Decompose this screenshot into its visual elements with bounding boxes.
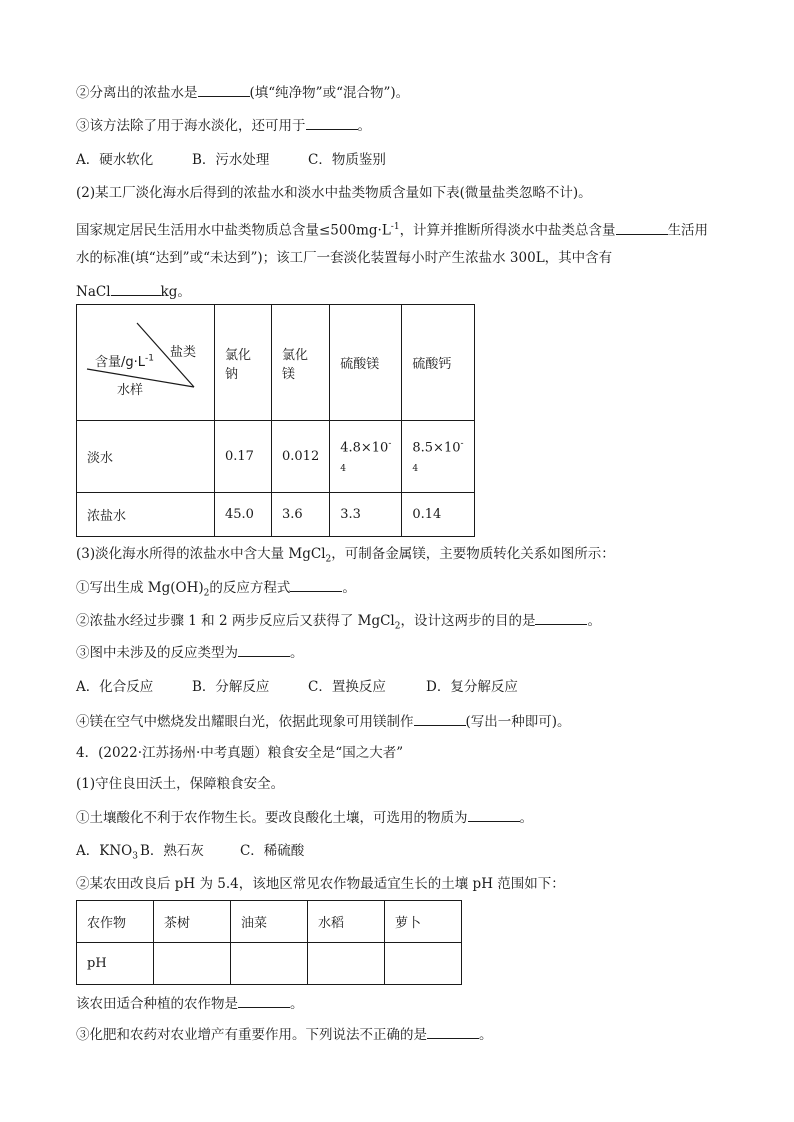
answer-blank[interactable] bbox=[535, 610, 587, 625]
cell: 3.6 bbox=[272, 493, 330, 537]
q4-part1-q2-answer: 该农田适合种植的农作物是 。 bbox=[76, 993, 304, 1014]
q3-part2-line2: 国家规定居民生活用水中盐类物质总含量$\le 500mg\cdot L^{-1}$，计算并推断所得淡水中盐类总含量 生活用 bbox=[76, 217, 708, 241]
corner-sample-label: 水样 bbox=[117, 383, 144, 398]
q4-part1: (1)守住良田沃土，保障粮食安全。 bbox=[76, 776, 285, 792]
table-row bbox=[77, 493, 475, 537]
header-tea: 茶树 bbox=[154, 901, 231, 943]
q3-part3-q4: ④镁在空气中燃烧发出耀眼白光，依据此现象可用镁制作 (写出一种即可)。 bbox=[76, 711, 571, 732]
answer-blank[interactable] bbox=[238, 642, 290, 657]
cell bbox=[154, 943, 231, 985]
header-nacl: 氯化钠 bbox=[215, 305, 272, 421]
q3-options-2 bbox=[76, 677, 518, 697]
option-b[interactable]: B．污水处理 bbox=[192, 152, 270, 168]
header-rice: 水稻 bbox=[308, 901, 385, 943]
cell: 0.14 bbox=[402, 493, 474, 537]
answer-blank[interactable] bbox=[198, 82, 250, 97]
option-a[interactable]: A．硬水软化 bbox=[76, 152, 154, 168]
q3-part3-intro: (3)淡化海水所得的浓盐水中含大量 MgCl$_2$，可制备金属镁，主要物质转化关系如图所示： bbox=[76, 546, 615, 565]
cell: 0.012 bbox=[272, 421, 330, 493]
ph-range-table bbox=[76, 900, 462, 985]
header-radish: 萝卜 bbox=[385, 901, 462, 943]
answer-blank[interactable] bbox=[290, 577, 342, 592]
option-a[interactable]: A．化合反应 bbox=[76, 679, 154, 695]
cell bbox=[385, 943, 462, 985]
cell: 45.0 bbox=[215, 493, 272, 537]
q3-part3-q3: ③图中未涉及的反应类型为 。 bbox=[76, 642, 304, 663]
salt-content-table bbox=[76, 304, 475, 537]
option-b[interactable]: B．分解反应 bbox=[192, 679, 270, 695]
table-row bbox=[77, 943, 462, 985]
q4-part1-q2: ②某农田改良后 pH 为 5.4，该地区常见农作物最适宜生长的土壤 pH 范围如下： bbox=[76, 876, 565, 892]
answer-blank[interactable] bbox=[616, 220, 668, 235]
table-corner-diagonal bbox=[77, 305, 215, 421]
q3-line-2: ③该方法除了用于海水淡化，还可用于 。 bbox=[76, 115, 371, 136]
q3-part2-line4: NaCl kg。 bbox=[76, 281, 191, 302]
option-d[interactable]: D．复分解反应 bbox=[426, 679, 518, 695]
row-label-fresh: 淡水 bbox=[77, 421, 215, 493]
option-c[interactable]: C．置换反应 bbox=[308, 679, 386, 695]
option-b[interactable]: B．熟石灰 bbox=[139, 843, 204, 859]
q3-part3-q2: ②浓盐水经过步骤 1 和 2 两步反应后又获得了 MgCl$_2$，设计这两步的目的是 。 bbox=[76, 610, 601, 637]
corner-content-label: 含量$/g\cdot L^{-1}$ bbox=[95, 353, 154, 370]
q4-options bbox=[76, 841, 304, 867]
q3-line-1: ②分离出的浓盐水是 (填“纯净物”或“混合物”)。 bbox=[76, 82, 409, 103]
cell bbox=[308, 943, 385, 985]
answer-blank[interactable] bbox=[111, 281, 161, 296]
table-row bbox=[77, 421, 475, 493]
row-label-ph: pH bbox=[77, 943, 154, 985]
option-c[interactable]: C．稀硫酸 bbox=[239, 843, 305, 859]
cell: 0.17 bbox=[215, 421, 272, 493]
row-label-brine: 浓盐水 bbox=[77, 493, 215, 537]
q4-part1-q3: ③化肥和农药对农业增产有重要作用。下列说法不正确的是 。 bbox=[76, 1024, 493, 1045]
option-c[interactable]: C．物质鉴别 bbox=[308, 152, 386, 168]
header-rapeseed: 油菜 bbox=[231, 901, 308, 943]
cell: 4.8×10- 4 bbox=[330, 421, 402, 493]
q3-part3-q1: ①写出生成 $Mg(OH)_2$的反应方程式 。 bbox=[76, 577, 356, 604]
header-crop: 农作物 bbox=[77, 901, 154, 943]
header-mgso4: 硫酸镁 bbox=[330, 305, 402, 421]
q3-part2-line3: 水的标准(填“达到”或“未达到”)；该工厂一套淡化装置每小时产生浓盐水 300L，其中含有 bbox=[76, 250, 613, 266]
cell: 8.5×10- 4 bbox=[402, 421, 474, 493]
option-a[interactable]: A．$KNO_3$ bbox=[76, 843, 138, 862]
answer-blank[interactable] bbox=[306, 115, 358, 130]
answer-blank[interactable] bbox=[414, 711, 466, 726]
header-caso4: 硫酸钙 bbox=[402, 305, 474, 421]
cell bbox=[231, 943, 308, 985]
q3-part2-intro: (2)某工厂淡化海水后得到的浓盐水和淡水中盐类物质含量如下表(微量盐类忽略不计)。 bbox=[76, 185, 592, 201]
table-row bbox=[77, 901, 462, 943]
q4-title: 4．(2022·江苏扬州·中考真题）粮食安全是“国之大者” bbox=[76, 745, 404, 761]
corner-salt-label: 盐类 bbox=[170, 345, 197, 360]
header-mgcl2: 氯化镁 bbox=[272, 305, 330, 421]
answer-blank[interactable] bbox=[468, 807, 520, 822]
answer-blank[interactable] bbox=[238, 993, 290, 1008]
q4-part1-q1: ①土壤酸化不利于农作物生长。要改良酸化土壤，可选用的物质为 。 bbox=[76, 807, 533, 828]
cell: 3.3 bbox=[330, 493, 402, 537]
answer-blank[interactable] bbox=[427, 1024, 479, 1039]
q3-options-1 bbox=[76, 150, 386, 170]
